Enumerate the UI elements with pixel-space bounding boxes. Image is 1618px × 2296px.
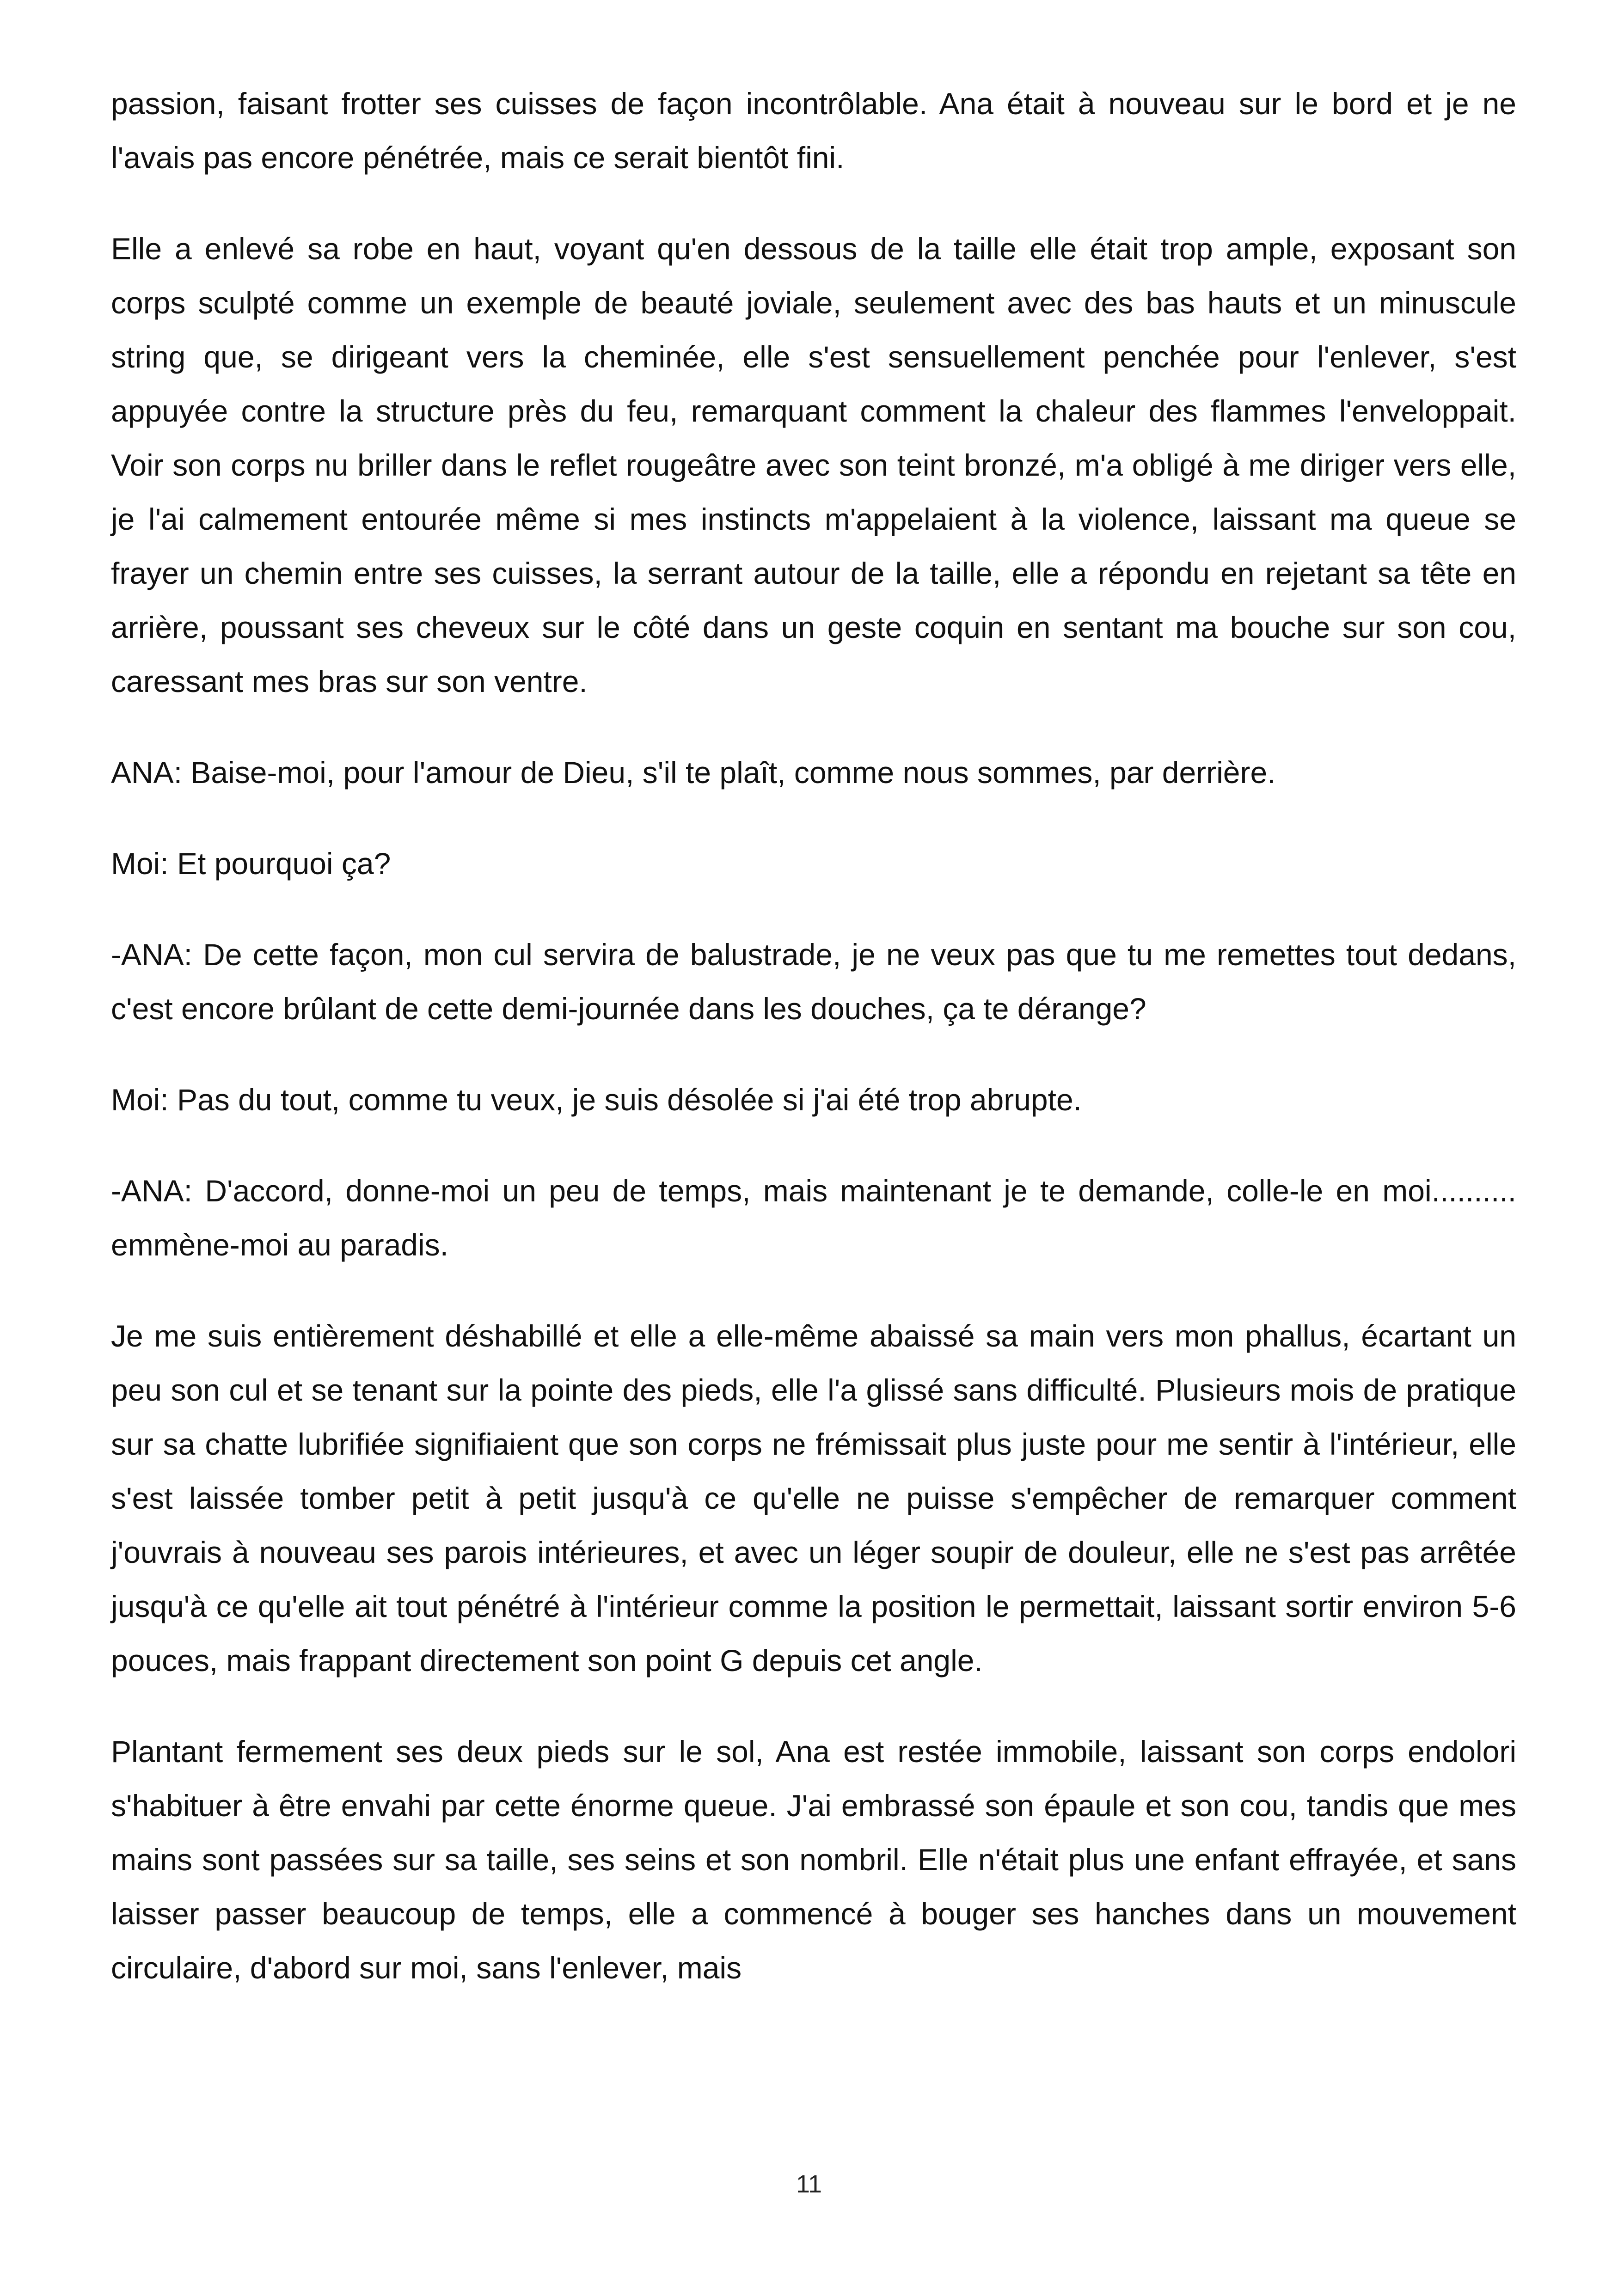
- paragraph-3: ANA: Baise-moi, pour l'amour de Dieu, s'il te plaît, comme nous sommes, par derrière.: [111, 755, 1276, 790]
- paragraph-2: Elle a enlevé sa robe en haut, voyant qu'en dessous de la taille elle était trop ample, exposant son corps sculpté comme un exemple de beauté joviale, seulement avec des bas hauts et un minuscule string que, se dirigeant vers la cheminée, elle s'est sensuellement penchée pour l'enlever, s'est appuyée contre la structure près du feu, remarquant comment la chaleur des flammes l'enveloppait. Voir son corps nu briller dans le reflet rougeâtre avec son teint bronzé, m'a obligé à me diriger vers elle, je l'ai calmement entourée même si mes instincts m'appelaient à la violence, laissant ma queue se frayer un chemin entre ses cuisses, la serrant autour de la taille, elle a répondu en rejetant sa tête en arrière, poussant ses cheveux sur le côté dans un geste coquin en sentant ma bouche sur son cou, caressant mes bras sur son ventre.: [111, 232, 1516, 698]
- paragraph-5: -ANA: De cette façon, mon cul servira de balustrade, je ne veux pas que tu me remettes tout dedans, c'est encore brûlant de cette demi-journée dans les douches, ça te dérange?: [111, 937, 1516, 1026]
- page-body: [111, 77, 1516, 2032]
- page-number: 11: [796, 2170, 822, 2198]
- paragraph-4: Moi: Et pourquoi ça?: [111, 846, 391, 881]
- paragraph-7: -ANA: D'accord, donne-moi un peu de temps, mais maintenant je te demande, colle-le en moi.......... emmène-moi au paradis.: [111, 1174, 1516, 1262]
- paragraph-6: Moi: Pas du tout, comme tu veux, je suis désolée si j'ai été trop abrupte.: [111, 1083, 1082, 1117]
- paragraph-9: Plantant fermement ses deux pieds sur le sol, Ana est restée immobile, laissant son corps endolori s'habituer à être envahi par cette énorme queue. J'ai embrassé son épaule et son cou, tandis que mes mains sont passées sur sa taille, ses seins et son nombril. Elle n'était plus une enfant effrayée, et sans laisser passer beaucoup de temps, elle a commencé à bouger ses hanches dans un mouvement circulaire, d'abord sur moi, sans l'enlever, mais: [111, 1734, 1516, 1985]
- paragraph-8: Je me suis entièrement déshabillé et elle a elle-même abaissé sa main vers mon phallus, écartant un peu son cul et se tenant sur la pointe des pieds, elle l'a glissé sans difficulté. Plusieurs mois de pratique sur sa chatte lubrifiée signifiaient que son corps ne frémissait plus juste pour me sentir à l'intérieur, elle s'est laissée tomber petit à petit jusqu'à ce qu'elle ne puisse s'empêcher de remarquer comment j'ouvrais à nouveau ses parois intérieures, et avec un léger soupir de douleur, elle ne s'est pas arrêtée jusqu'à ce qu'elle ait tout pénétré à l'intérieur comme la position le permettait, laissant sortir environ 5-6 pouces, mais frappant directement son point G depuis cet angle.: [111, 1319, 1516, 1678]
- paragraph-1: passion, faisant frotter ses cuisses de façon incontrôlable. Ana était à nouveau sur le bord et je ne l'avais pas encore pénétrée, mais ce serait bientôt fini.: [111, 86, 1516, 175]
